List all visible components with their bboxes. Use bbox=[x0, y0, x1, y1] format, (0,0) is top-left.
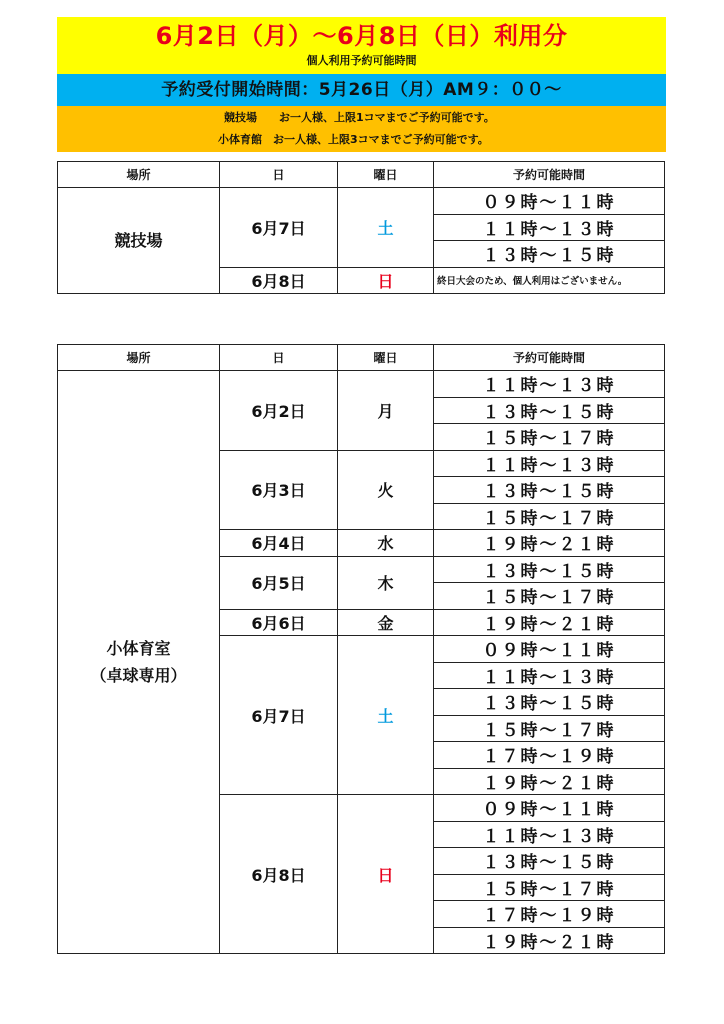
time-slot: １３時～１５時 bbox=[434, 397, 665, 424]
gym-schedule-table bbox=[57, 344, 665, 954]
date-cell: 6月3日 bbox=[220, 450, 338, 530]
weekday-cell: 金 bbox=[338, 609, 434, 636]
weekday-cell: 日 bbox=[338, 795, 434, 954]
place-cell: 競技場 bbox=[58, 188, 220, 294]
time-slot: ０９時～１１時 bbox=[434, 188, 665, 215]
time-slot: １５時～１７時 bbox=[434, 874, 665, 901]
date-cell: 6月5日 bbox=[220, 556, 338, 609]
time-slot: １３時～１５時 bbox=[434, 556, 665, 583]
header-slots: 予約可能時間 bbox=[434, 345, 665, 371]
table-row bbox=[58, 371, 665, 398]
time-slot: １１時～１３時 bbox=[434, 371, 665, 398]
time-slot: １５時～１７時 bbox=[434, 583, 665, 610]
stadium-schedule-table bbox=[57, 161, 665, 294]
time-slot: １１時～１３時 bbox=[434, 662, 665, 689]
time-slot: １３時～１５時 bbox=[434, 689, 665, 716]
date-cell: 6月6日 bbox=[220, 609, 338, 636]
date-cell: 6月7日 bbox=[220, 636, 338, 795]
header-weekday: 曜日 bbox=[338, 345, 434, 371]
time-slot: １９時～２１時 bbox=[434, 530, 665, 557]
date-cell: 6月8日 bbox=[220, 267, 338, 294]
time-slot: １１時～１３時 bbox=[434, 214, 665, 241]
page-title: 6月2日（月）～6月8日（日）利用分 bbox=[155, 22, 568, 50]
weekday-cell: 土 bbox=[338, 188, 434, 268]
time-slot: １９時～２１時 bbox=[434, 609, 665, 636]
time-slot: １９時～２１時 bbox=[434, 768, 665, 795]
rules-banner bbox=[57, 106, 666, 152]
weekday-cell: 木 bbox=[338, 556, 434, 609]
page-subtitle: 個人利用予約可能時間 bbox=[306, 54, 417, 67]
weekday-cell: 月 bbox=[338, 371, 434, 451]
weekday-cell: 水 bbox=[338, 530, 434, 557]
date-cell: 6月2日 bbox=[220, 371, 338, 451]
time-slot: ０９時～１１時 bbox=[434, 636, 665, 663]
place-cell bbox=[58, 371, 220, 954]
date-cell: 6月8日 bbox=[220, 795, 338, 954]
time-slot: １３時～１５時 bbox=[434, 848, 665, 875]
time-slot: １７時～１９時 bbox=[434, 901, 665, 928]
rule-stadium: 競技場 お一人様、上限1コマまでご予約可能です。 bbox=[224, 111, 495, 124]
time-slot: １５時～１７時 bbox=[434, 424, 665, 451]
weekday-cell: 火 bbox=[338, 450, 434, 530]
place-line-1: 小体育室 bbox=[106, 639, 171, 658]
header-slots: 予約可能時間 bbox=[434, 162, 665, 188]
header-date: 日 bbox=[220, 162, 338, 188]
time-slot: １３時～１５時 bbox=[434, 477, 665, 504]
time-slot: １９時～２１時 bbox=[434, 927, 665, 954]
date-cell: 6月4日 bbox=[220, 530, 338, 557]
header-place: 場所 bbox=[58, 162, 220, 188]
weekday-cell: 日 bbox=[338, 267, 434, 294]
time-slot: ０９時～１１時 bbox=[434, 795, 665, 822]
header-date: 日 bbox=[220, 345, 338, 371]
header-weekday: 曜日 bbox=[338, 162, 434, 188]
time-slot: １５時～１７時 bbox=[434, 503, 665, 530]
place-line-2: （卓球専用） bbox=[90, 666, 187, 685]
time-slot: １５時～１７時 bbox=[434, 715, 665, 742]
table-header-row bbox=[58, 162, 665, 188]
header-place: 場所 bbox=[58, 345, 220, 371]
table-row bbox=[58, 188, 665, 215]
time-slot: １３時～１５時 bbox=[434, 241, 665, 268]
rule-gym: 小体育館 お一人様、上限3コマまでご予約可能です。 bbox=[218, 133, 489, 146]
no-slots-note: 終日大会のため、個人利用はございません。 bbox=[434, 267, 665, 294]
time-slot: １１時～１３時 bbox=[434, 821, 665, 848]
table-header-row bbox=[58, 345, 665, 371]
weekday-cell: 土 bbox=[338, 636, 434, 795]
time-slot: １１時～１３時 bbox=[434, 450, 665, 477]
title-banner bbox=[57, 17, 666, 74]
reservation-start-banner: 予約受付開始時間：5月26日（月）AM９：００～ bbox=[57, 74, 666, 106]
date-cell: 6月7日 bbox=[220, 188, 338, 268]
time-slot: １７時～１９時 bbox=[434, 742, 665, 769]
